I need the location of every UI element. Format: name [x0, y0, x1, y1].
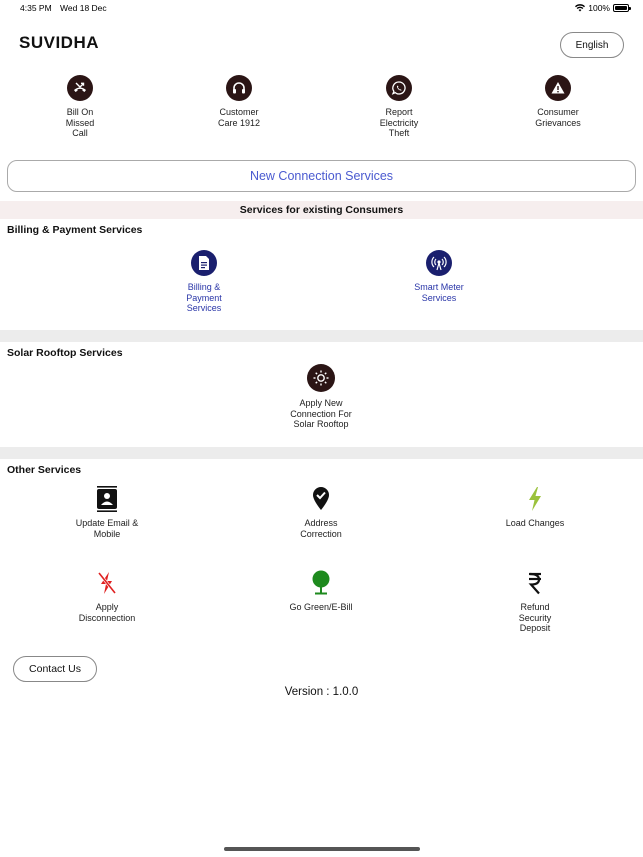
tree-icon — [308, 570, 334, 596]
signal-tower-icon — [426, 250, 452, 276]
smart-meter-services[interactable] — [384, 250, 494, 303]
address-correction[interactable] — [266, 486, 376, 539]
service-label: Smart Meter Services — [414, 282, 464, 303]
home-indicator[interactable] — [224, 847, 420, 851]
apply-solar-rooftop[interactable] — [266, 364, 376, 430]
existing-consumers-header: Services for existing Consumers — [0, 201, 643, 219]
phone-missed-icon — [67, 75, 93, 101]
app-version: Version : 1.0.0 — [284, 686, 359, 698]
service-label: Go Green/E-Bill — [289, 602, 353, 612]
status-bar — [0, 0, 643, 16]
whatsapp-icon — [386, 75, 412, 101]
go-green-ebill[interactable] — [266, 570, 376, 613]
language-button[interactable]: English — [560, 32, 624, 58]
billing-section-title: Billing & Payment Services — [7, 224, 143, 236]
wifi-icon — [575, 4, 585, 12]
app-title: SUVIDHA — [19, 33, 100, 52]
lightning-icon — [522, 486, 548, 512]
refund-security-deposit[interactable] — [480, 570, 590, 634]
solar-section-title: Solar Rooftop Services — [7, 347, 123, 359]
service-label: Apply New Connection For Solar Rooftop — [290, 398, 352, 429]
apply-disconnection[interactable] — [52, 570, 162, 623]
contact-us-button[interactable]: Contact Us — [13, 656, 97, 682]
section-divider — [0, 447, 643, 459]
service-label: Apply Disconnection — [78, 602, 136, 623]
contact-card-icon — [94, 486, 120, 512]
status-time: 4:35 PM — [20, 3, 52, 13]
status-date: Wed 18 Dec — [60, 3, 107, 13]
quick-action-bill-missed-call[interactable] — [35, 75, 125, 139]
load-changes[interactable] — [480, 486, 590, 529]
quick-action-grievances[interactable] — [513, 75, 603, 128]
service-label: Load Changes — [505, 518, 565, 528]
quick-action-customer-care[interactable] — [194, 75, 284, 128]
rupee-icon — [522, 570, 548, 596]
quick-action-label: Consumer Grievances — [535, 107, 581, 128]
service-label: Refund Security Deposit — [518, 602, 552, 633]
quick-action-report-theft[interactable] — [354, 75, 444, 139]
headset-icon — [226, 75, 252, 101]
sun-icon — [307, 364, 335, 392]
service-label: Billing & Payment Services — [186, 282, 222, 313]
quick-action-label: Report Electricity Theft — [379, 107, 419, 138]
service-label: Address Correction — [300, 518, 342, 539]
quick-action-label: Customer Care 1912 — [217, 107, 261, 128]
warning-icon — [545, 75, 571, 101]
other-section-title: Other Services — [7, 464, 82, 476]
service-label: Update Email & Mobile — [75, 518, 139, 539]
location-check-icon — [308, 486, 334, 512]
section-divider — [0, 330, 643, 342]
billing-payment-services[interactable] — [149, 250, 259, 314]
battery-percent: 100% — [588, 3, 610, 13]
battery-icon — [613, 4, 629, 12]
quick-action-label: Bill On Missed Call — [65, 107, 95, 138]
update-email-mobile[interactable] — [52, 486, 162, 539]
power-off-icon — [94, 570, 120, 596]
new-connection-button[interactable]: New Connection Services — [7, 160, 636, 192]
document-icon — [191, 250, 217, 276]
